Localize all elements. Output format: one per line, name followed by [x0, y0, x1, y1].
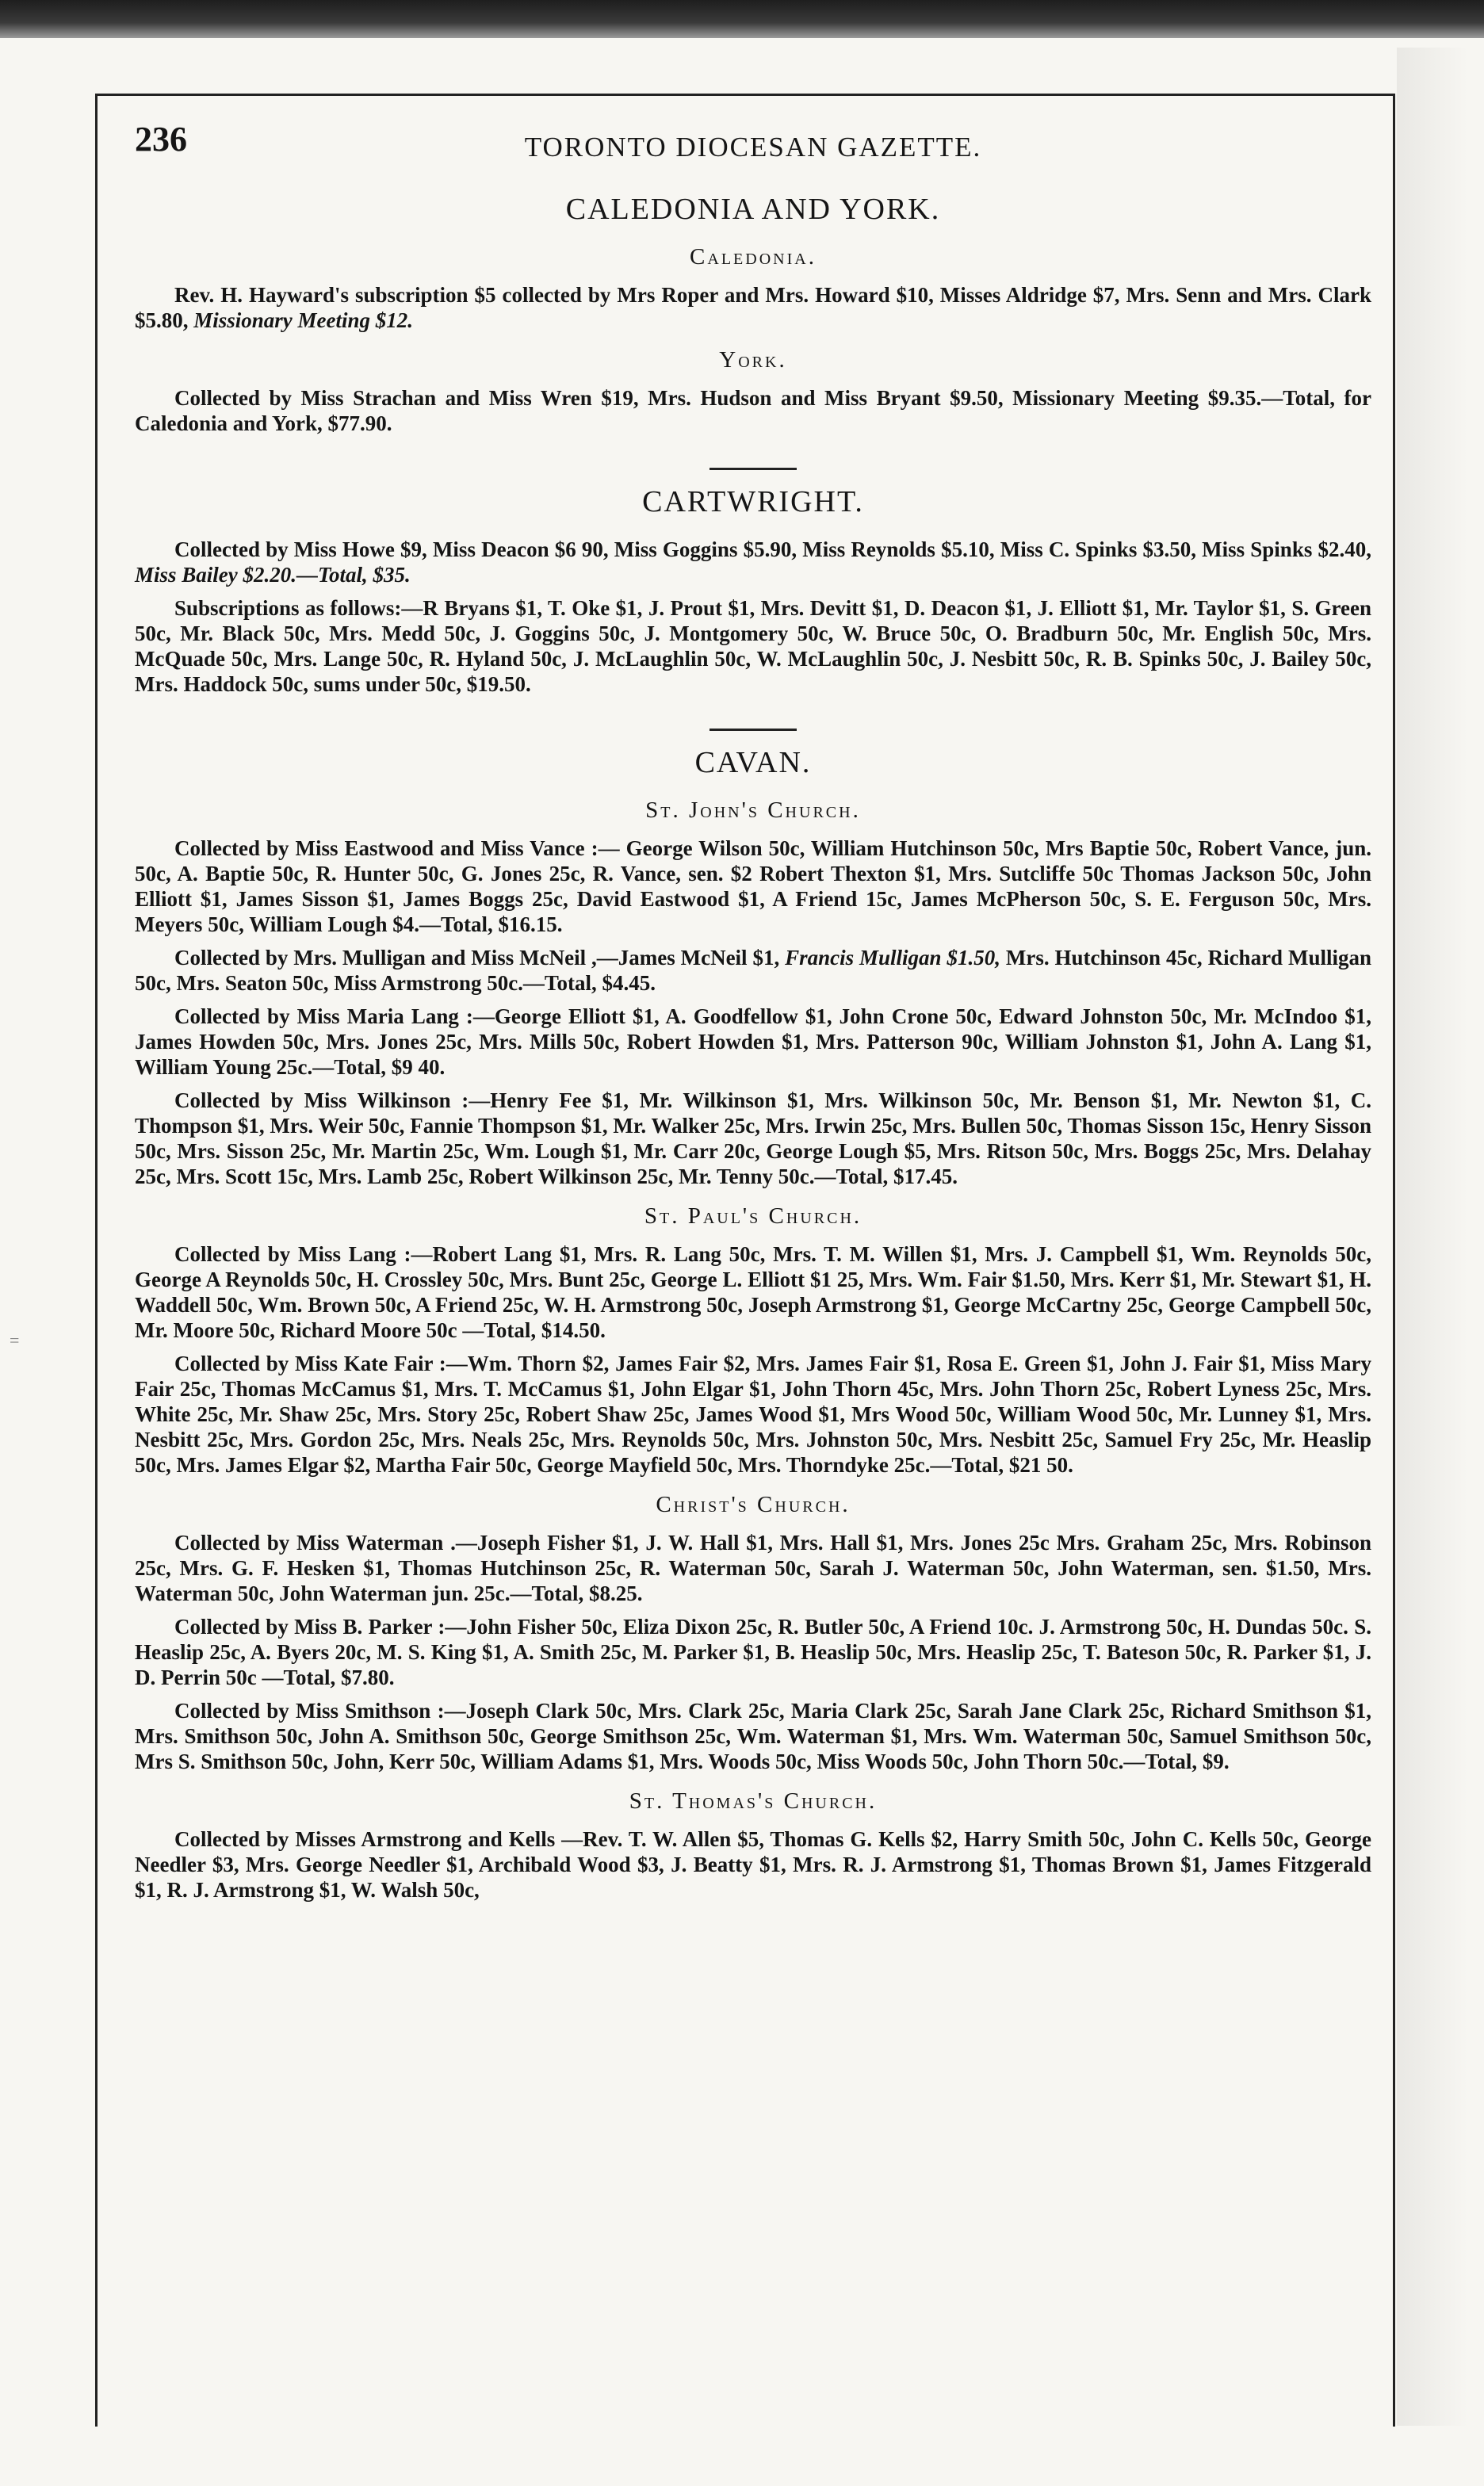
paragraph-text-italic: Miss Bailey $2.20.—Total, $35. [135, 563, 411, 587]
subsection-title-york: York. [719, 347, 787, 373]
paragraph: Collected by Miss Eastwood and Miss Vance :— George Wilson 50c, William Hutchinson 50c, Mrs Baptie 50c, Robert Vance, jun. 50c, A. Baptie 50c, R. Hunter 50c, G. Jones 25c, R. Vance, sen. $2 Robert Thexton $1, Mrs. Sutcliffe 50c Thomas Jackson 50c, John Elliott $1, James Sisson $1, James Boggs 25c, David Eastwood $1, A Friend 15c, James McPherson 50c, S. E. Ferguson 50c, Mrs. Meyers 50c, William Lough $4.—Total, $16.15. [135, 836, 1371, 936]
subsection-title-st-pauls: St. Paul's Church. [644, 1203, 862, 1229]
page-number: 236 [135, 120, 187, 159]
page-header [135, 120, 1371, 182]
scan-top-edge [0, 0, 1484, 38]
paragraph: Collected by Miss Maria Lang :—George Elliott $1, A. Goodfellow $1, John Crone 50c, Edward Johnston 50c, Mr. McIndoo $1, James Howden 50c, Mrs. Jones 25c, Mrs. Mills 50c, Robert Howden $1, Mrs. Patterson 90c, William Johnston $1, John A. Lang $1, William Young 25c.—Total, $9 40. [135, 1004, 1371, 1079]
running-title: TORONTO DIOCESAN GAZETTE. [524, 132, 982, 163]
paragraph: Collected by Miss Waterman .—Joseph Fisher $1, J. W. Hall $1, Mrs. Hall $1, Mrs. Jones 25c Mrs. Graham 25c, Mrs. Robinson 25c, Mrs. G. F. Hesken $1, Thomas Hutchinson 25c, R. Waterman 50c, Sarah J. Waterman 50c, John Waterman, sen. $1.50, Mrs. Waterman 50c, John Waterman jun. 25c.—Total, $8.25. [135, 1531, 1371, 1605]
paragraph: Collected by Miss Strachan and Miss Wren $19, Mrs. Hudson and Miss Bryant $9.50, Missionary Meeting $9.35.—Total, for Caledonia and York, $77.90. [135, 386, 1371, 435]
subsection-title-caledonia: Caledonia. [690, 244, 817, 270]
paragraph: Collected by Miss Smithson :—Joseph Clark 50c, Mrs. Clark 25c, Maria Clark 25c, Sarah Jane Clark 25c, Richard Smithson $1, Mrs. Smithson 50c, John A. Smithson 50c, George Smithson 25c, Wm. Waterman $1, Mrs. Wm. Waterman 50c, Samuel Smithson 50c, Mrs S. Smithson 50c, John, Kerr 50c, William Adams $1, Mrs. Woods 50c, Miss Woods 50c, John Thorn 50c.—Total, $9. [135, 1699, 1371, 1773]
section-title-caledonia-york: CALEDONIA AND YORK. [565, 193, 941, 226]
paragraph-text: Mrs. Hutchinson 45c, Richard Mulligan 50c, Mrs. Seaton 50c, Miss Armstrong 50c.—Total, $4.45. [135, 946, 1371, 995]
paragraph: Collected by Miss B. Parker :—John Fisher 50c, Eliza Dixon 25c, R. Butler 50c, A Friend 10c. J. Armstrong 50c, H. Dundas 50c. S. Heaslip 25c, A. Byers 20c, M. S. King $1, A. Smith 25c, M. Parker $1, B. Heaslip 50c, Mrs. Heaslip 25c, T. Bateson 50c, R. Parker $1, J. D. Perrin 50c —Total, $7.80. [135, 1615, 1371, 1689]
section-title-cartwright: CARTWRIGHT. [642, 485, 864, 518]
subsection-title-christs: Christ's Church. [656, 1492, 851, 1517]
section-title-cavan: CAVAN. [694, 746, 812, 779]
paragraph-text-italic: Francis Mulligan $1.50, [785, 946, 1000, 970]
paragraph-text: Collected by Mrs. Mulligan and Miss McNeil ,—James McNeil $1, [174, 946, 786, 970]
paragraph [135, 537, 1371, 587]
subsection-title-st-johns: St. John's Church. [645, 797, 861, 823]
paragraph [135, 945, 1371, 996]
section-divider [709, 468, 797, 470]
paragraph: Collected by Miss Wilkinson :—Henry Fee $1, Mr. Wilkinson $1, Mrs. Wilkinson 50c, Mr. Benson $1, Mr. Newton $1, C. Thompson $1, Mrs. Weir 50c, Fannie Thompson $1, Mr. Walker 25c, Mrs. Irwin 25c, Mrs. Bullen 50c, Thomas Sisson 15c, Henry Sisson 50c, Mrs. Sisson 25c, Mr. Martin 25c, Wm. Lough $1, Mr. Carr 20c, George Lough $5, Mrs. Ritson 50c, Mrs. Boggs 25c, Mrs. Delahay 25c, Mrs. Scott 15c, Mrs. Lamb 25c, Robert Wilkinson 25c, Mr. Tenny 50c.—Total, $17.45. [135, 1088, 1371, 1188]
paragraph: Collected by Miss Lang :—Robert Lang $1, Mrs. R. Lang 50c, Mrs. T. M. Willen $1, Mrs. J. Campbell $1, Wm. Reynolds 50c, George A Reynolds 50c, H. Crossley 50c, Mrs. Bunt 25c, George L. Elliott $1 25, Mrs. Wm. Fair $1.50, Mrs. Kerr $1, Mr. Stewart $1, H. Waddell 50c, Wm. Brown 50c, A Friend 25c, W. H. Armstrong 50c, Joseph Armstrong $1, George McCartny 25c, George Campbell 50c, Mr. Moore 50c, Richard Moore 50c —Total, $14.50. [135, 1242, 1371, 1342]
paragraph [135, 282, 1371, 333]
section-divider [709, 729, 797, 731]
paragraph: Collected by Misses Armstrong and Kells —Rev. T. W. Allen $5, Thomas G. Kells $2, Harry Smith 50c, John C. Kells 50c, George Needler $3, Mrs. George Needler $1, Archibald Wood $3, J. Beatty $1, Mrs. R. J. Armstrong $1, Thomas Brown $1, James Fitzgerald $1, R. J. Armstrong $1, W. Walsh 50c, [135, 1827, 1371, 1902]
paragraph-text: Rev. H. Hayward's subscription $5 collected by Mrs Roper and Mrs. Howard $10, Misses Aldridge $7, Mrs. Senn and Mrs. Clark $5.80, [135, 283, 1371, 332]
paragraph: Collected by Miss Kate Fair :—Wm. Thorn $2, James Fair $2, Mrs. James Fair $1, Rosa E. Green $1, John J. Fair $1, Miss Mary Fair 25c, Thomas McCamus $1, Mrs. T. McCamus $1, John Elgar $1, John Thorn 45c, Mrs. John Thorn 25c, Robert Lyness 25c, Mrs. White 25c, Mr. Shaw 25c, Mrs. Story 25c, Robert Shaw 25c, James Wood $1, Mrs Wood 50c, William Wood 50c, Mr. Lunney $1, Mrs. Nesbitt 25c, Mrs. Gordon 25c, Mrs. Neals 25c, Mrs. Reynolds 50c, Mrs. Johnston 50c, Mrs. Nesbitt 25c, Samuel Fry 25c, Mr. Heaslip 50c, Mrs. James Elgar $2, Martha Fair 50c, George Mayfield 50c, Mrs. Thorndyke 25c.—Total, $21 50. [135, 1352, 1371, 1477]
subsection-title-st-thomas: St. Thomas's Church. [629, 1788, 878, 1814]
paragraph-text: Collected by Miss Howe $9, Miss Deacon $6 90, Miss Goggins $5.90, Miss Reynolds $5.10, Miss C. Spinks $3.50, Miss Spinks $2.40, [174, 537, 1371, 561]
scan-shadow [1397, 48, 1468, 2426]
paragraph-text-italic: Missionary Meeting $12. [193, 308, 414, 332]
paragraph: Subscriptions as follows:—R Bryans $1, T. Oke $1, J. Prout $1, Mrs. Devitt $1, D. Deacon $1, J. Elliott $1, Mr. Taylor $1, S. Green 50c, Mr. Black 50c, Mrs. Medd 50c, J. Goggins 50c, J. Montgomery 50c, W. Bruce 50c, O. Bradburn 50c, Mr. English 50c, Mrs. McQuade 50c, Mrs. Lange 50c, R. Hyland 50c, J. McLaughlin 50c, W. McLaughlin 50c, J. Nesbitt 50c, R. B. Spinks 50c, J. Bailey 50c, Mrs. Haddock 50c, sums under 50c, $19.50. [135, 596, 1371, 696]
margin-mark: = [10, 1330, 20, 1350]
page-content [135, 120, 1371, 1910]
